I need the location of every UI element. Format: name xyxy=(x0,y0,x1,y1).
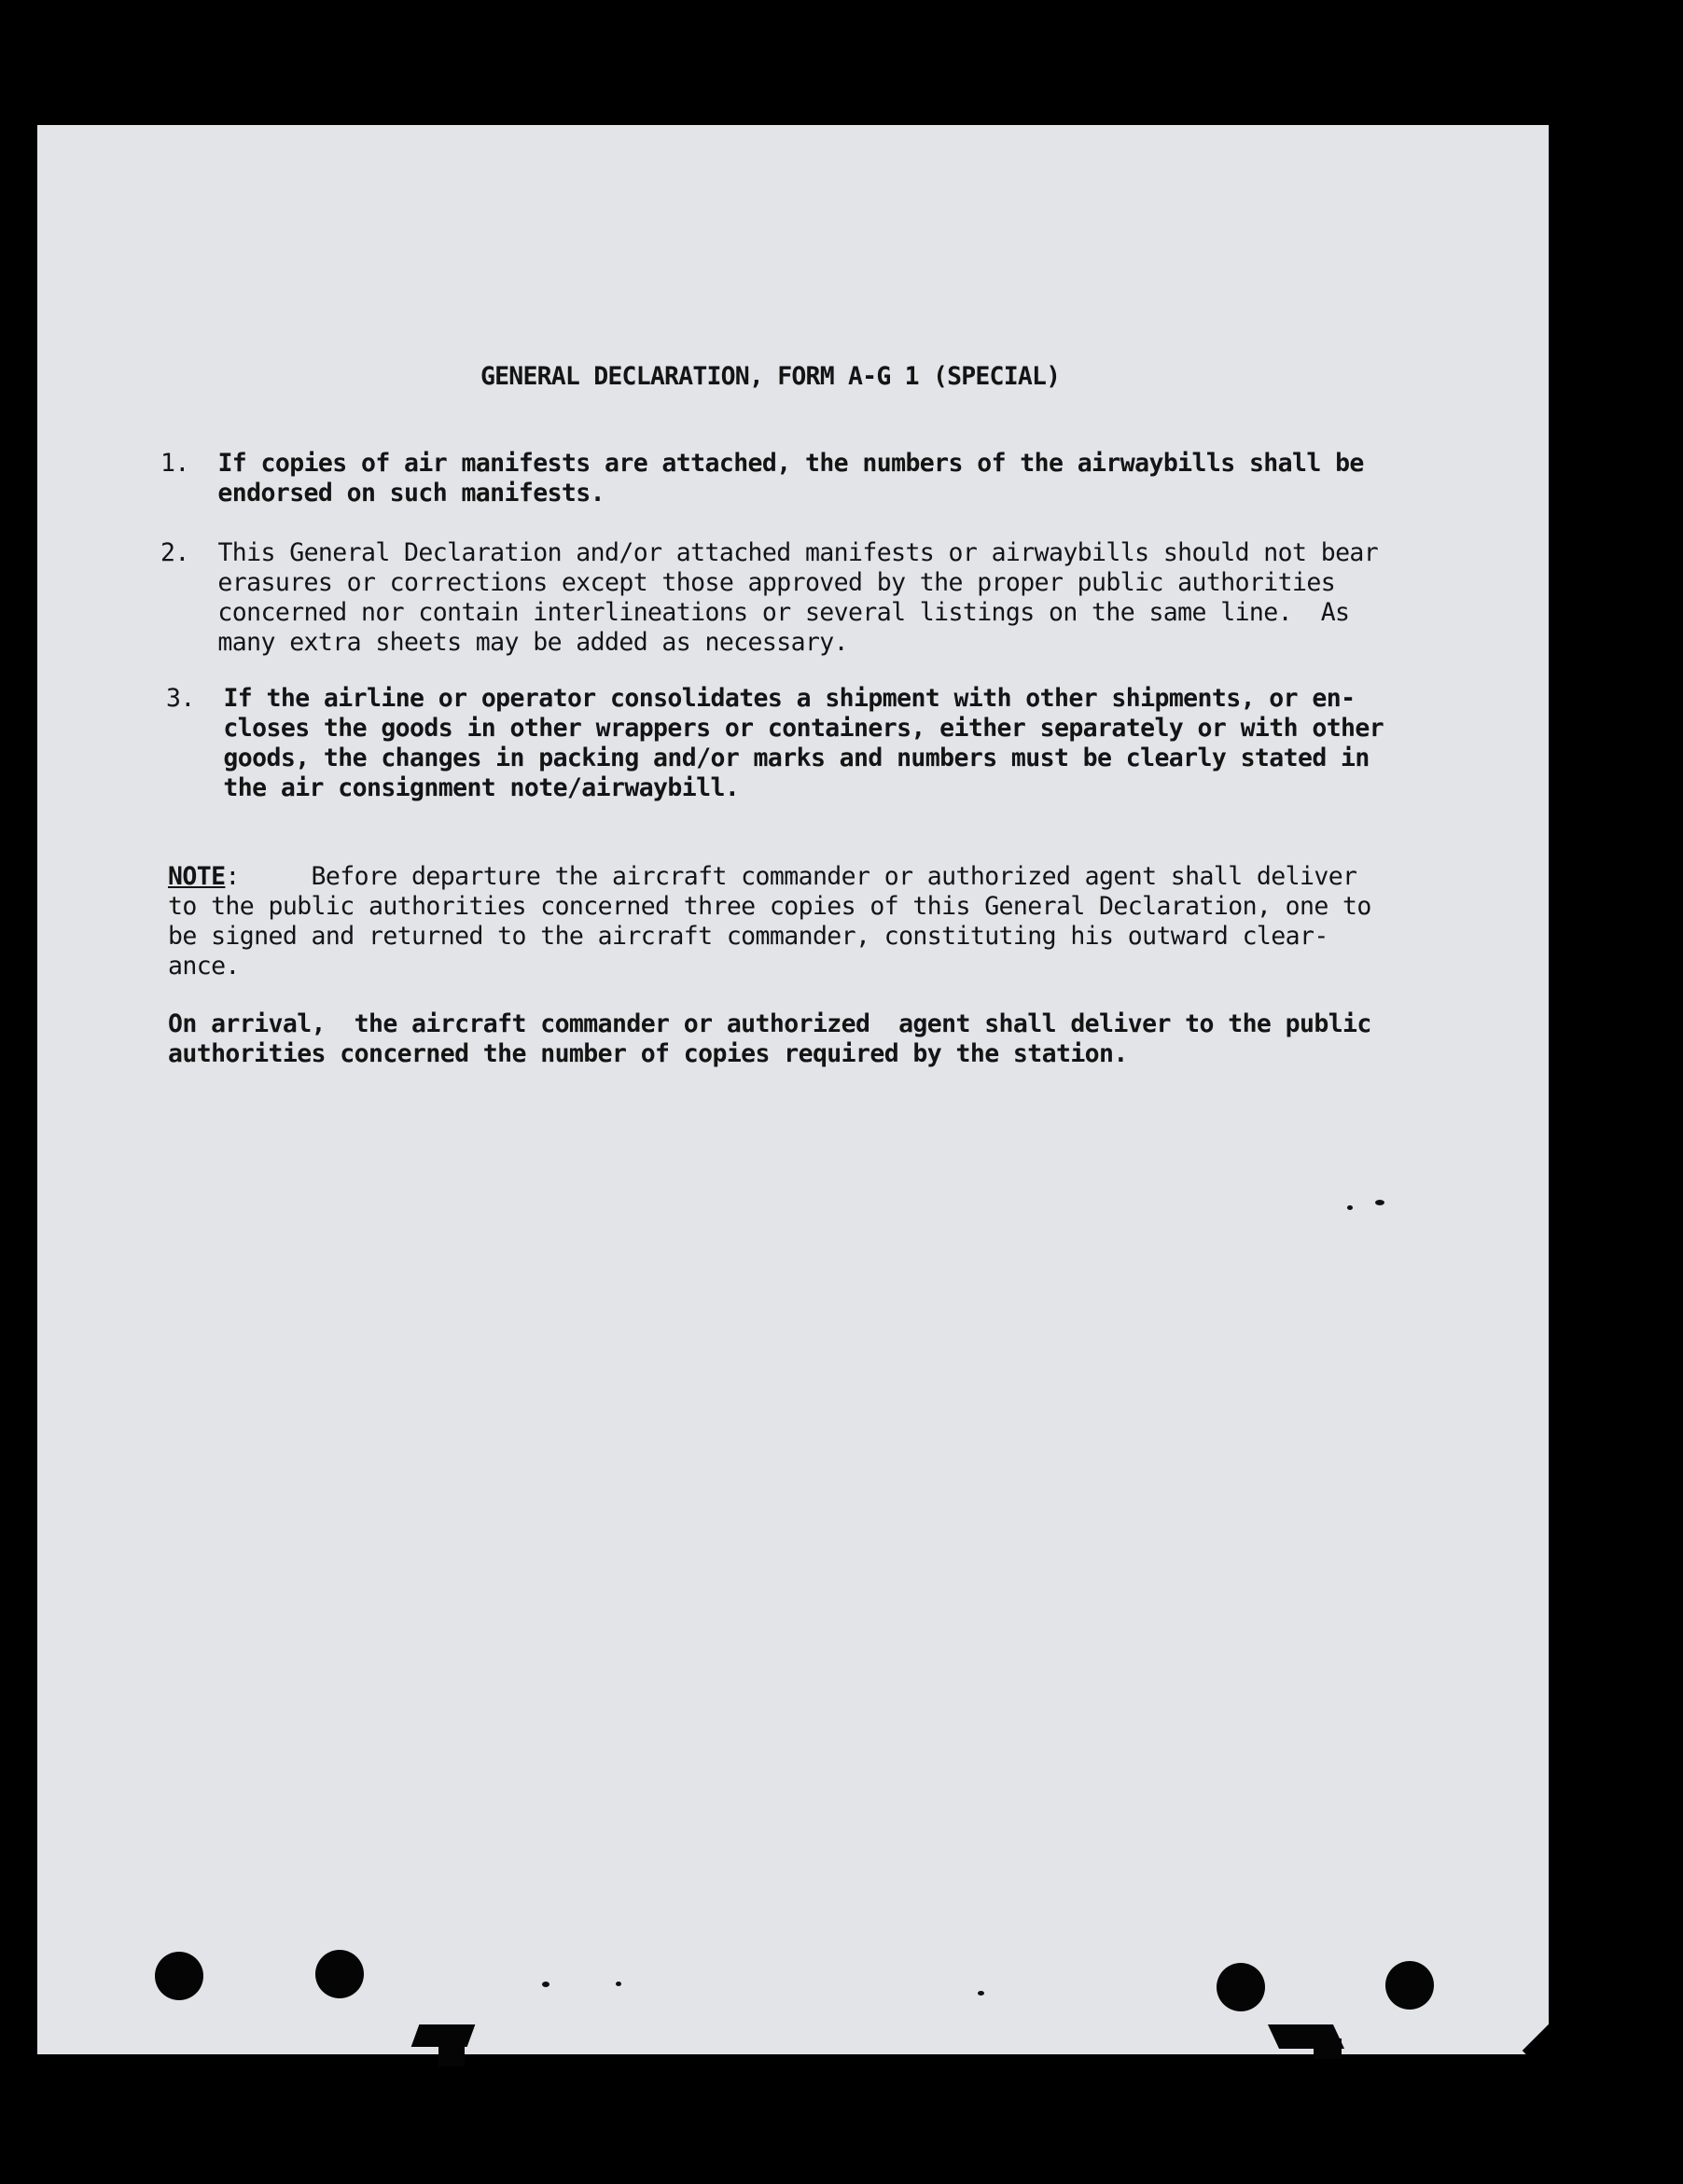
item-line: many extra sheets may be added as necessary. xyxy=(217,628,849,657)
ink-speck xyxy=(616,1982,621,1986)
ink-speck xyxy=(1375,1200,1384,1205)
ink-speck xyxy=(978,1991,984,1996)
note-paragraph xyxy=(168,862,1371,981)
list-item-3 xyxy=(166,684,1384,803)
item-line: endorsed on such manifests. xyxy=(217,479,605,508)
item-line: goods, the changes in packing and/or marks and numbers must be clearly stated in xyxy=(223,744,1370,772)
item-line: erasures or corrections except those approved by the proper public authorities xyxy=(217,568,1336,597)
list-item-1 xyxy=(160,449,1364,508)
arrival-line: On arrival, the aircraft commander or authorized agent shall deliver to the public xyxy=(168,1009,1371,1038)
item-line: This General Declaration and/or attached manifests or airwaybills should not bear xyxy=(217,538,1379,567)
ink-speck xyxy=(542,1982,549,1987)
note-line: : Before departure the aircraft commander or authorized agent shall deliver xyxy=(225,862,1357,891)
note-line: be signed and returned to the aircraft commander, constituting his outward clear- xyxy=(168,922,1328,951)
arrival-line: authorities concerned the number of copies required by the station. xyxy=(168,1039,1128,1068)
note-label: NOTE xyxy=(168,862,226,891)
note-line: ance. xyxy=(168,952,240,981)
paper-tear xyxy=(438,2038,465,2066)
document-title: GENERAL DECLARATION, FORM A-G 1 (SPECIAL) xyxy=(480,362,1061,391)
item-number: 3. xyxy=(166,684,195,713)
ink-speck xyxy=(1347,1205,1353,1210)
note-line: to the public authorities concerned three copies of this General Declaration, one to xyxy=(168,892,1371,921)
arrival-paragraph xyxy=(168,1009,1371,1069)
item-line: the air consignment note/airwaybill. xyxy=(223,773,740,802)
item-line: If the airline or operator consolidates a shipment with other shipments, or en- xyxy=(223,684,1356,713)
item-line: If copies of air manifests are attached, the numbers of the airwaybills shall be xyxy=(217,449,1364,478)
list-item-2 xyxy=(160,538,1378,658)
item-line: closes the goods in other wrappers or containers, either separately or with other xyxy=(223,714,1384,743)
punch-hole xyxy=(1385,1961,1434,2010)
document-page xyxy=(37,125,1549,2054)
item-line: concerned nor contain interlineations or several listings on the same line. As xyxy=(217,598,1350,627)
punch-hole xyxy=(155,1952,203,2000)
item-number: 2. xyxy=(160,538,189,567)
punch-hole xyxy=(315,1950,364,1998)
item-number: 1. xyxy=(160,449,189,478)
paper-tear xyxy=(1314,2038,1342,2059)
punch-hole xyxy=(1217,1963,1265,2011)
